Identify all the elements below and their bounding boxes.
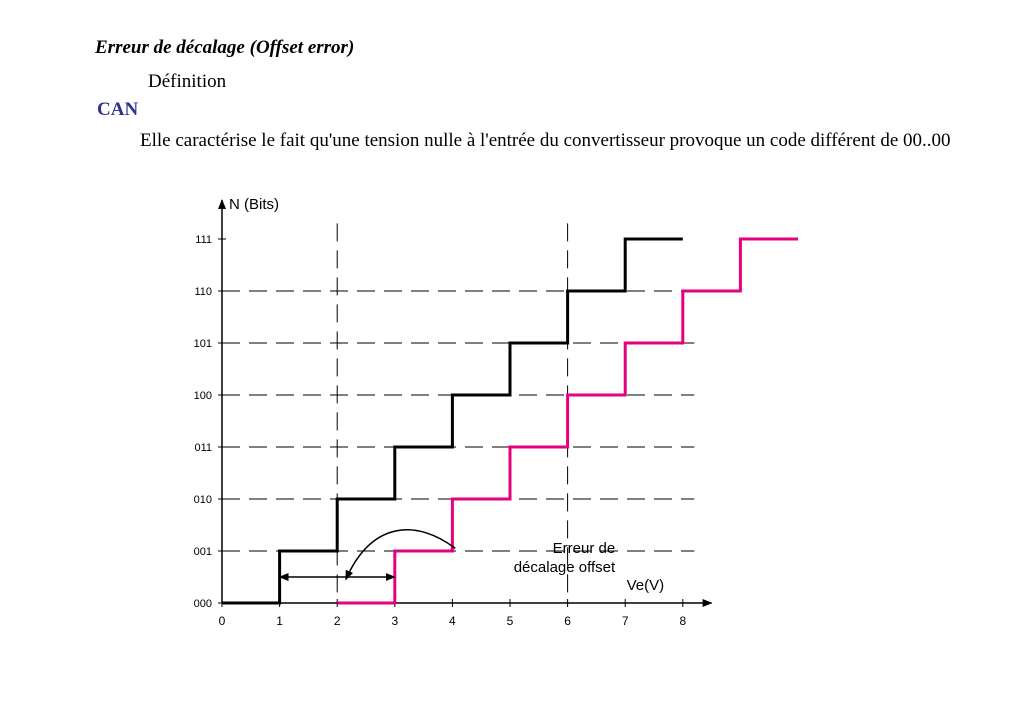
x-tick-label: 0: [218, 614, 226, 628]
x-tick-label: 1: [276, 614, 283, 628]
x-tick-label: 8: [679, 614, 687, 628]
y-tick-label: 100: [193, 390, 212, 402]
y-tick-label: 010: [193, 494, 212, 506]
x-tick-label: 6: [564, 614, 571, 628]
y-tick-label: 110: [194, 286, 212, 298]
grid-lines: [222, 223, 694, 603]
definition-label: Définition: [148, 71, 227, 92]
annotation-arrow: [346, 530, 455, 580]
y-tick-label: 011: [194, 442, 212, 454]
x-axis-label: Ve(V): [626, 577, 665, 594]
page-title: Erreur de décalage (Offset error): [95, 37, 355, 58]
x-tick-label: 4: [449, 614, 456, 628]
annotation-label: Erreur de: [552, 540, 616, 557]
annotation-layer: [280, 530, 616, 580]
y-tick-label: 101: [193, 338, 212, 350]
section-label: CAN: [97, 99, 139, 120]
y-tick-label: 000: [193, 598, 212, 610]
x-tick-label: 2: [333, 614, 341, 628]
y-tick-label: 111: [195, 234, 212, 246]
step-series: [222, 239, 798, 603]
annotation-label: décalage offset: [513, 559, 616, 576]
x-tick-label: 5: [506, 614, 514, 628]
x-tick-label: 3: [391, 614, 399, 628]
y-tick-label: 001: [193, 546, 212, 558]
y-axis-label: N (Bits): [229, 196, 279, 213]
definition-paragraph: Elle caractérise le fait qu'une tension nulle à l'entrée du convertisseur provoque un code différent de 00..00: [140, 130, 951, 151]
x-tick-label: 7: [621, 614, 629, 628]
